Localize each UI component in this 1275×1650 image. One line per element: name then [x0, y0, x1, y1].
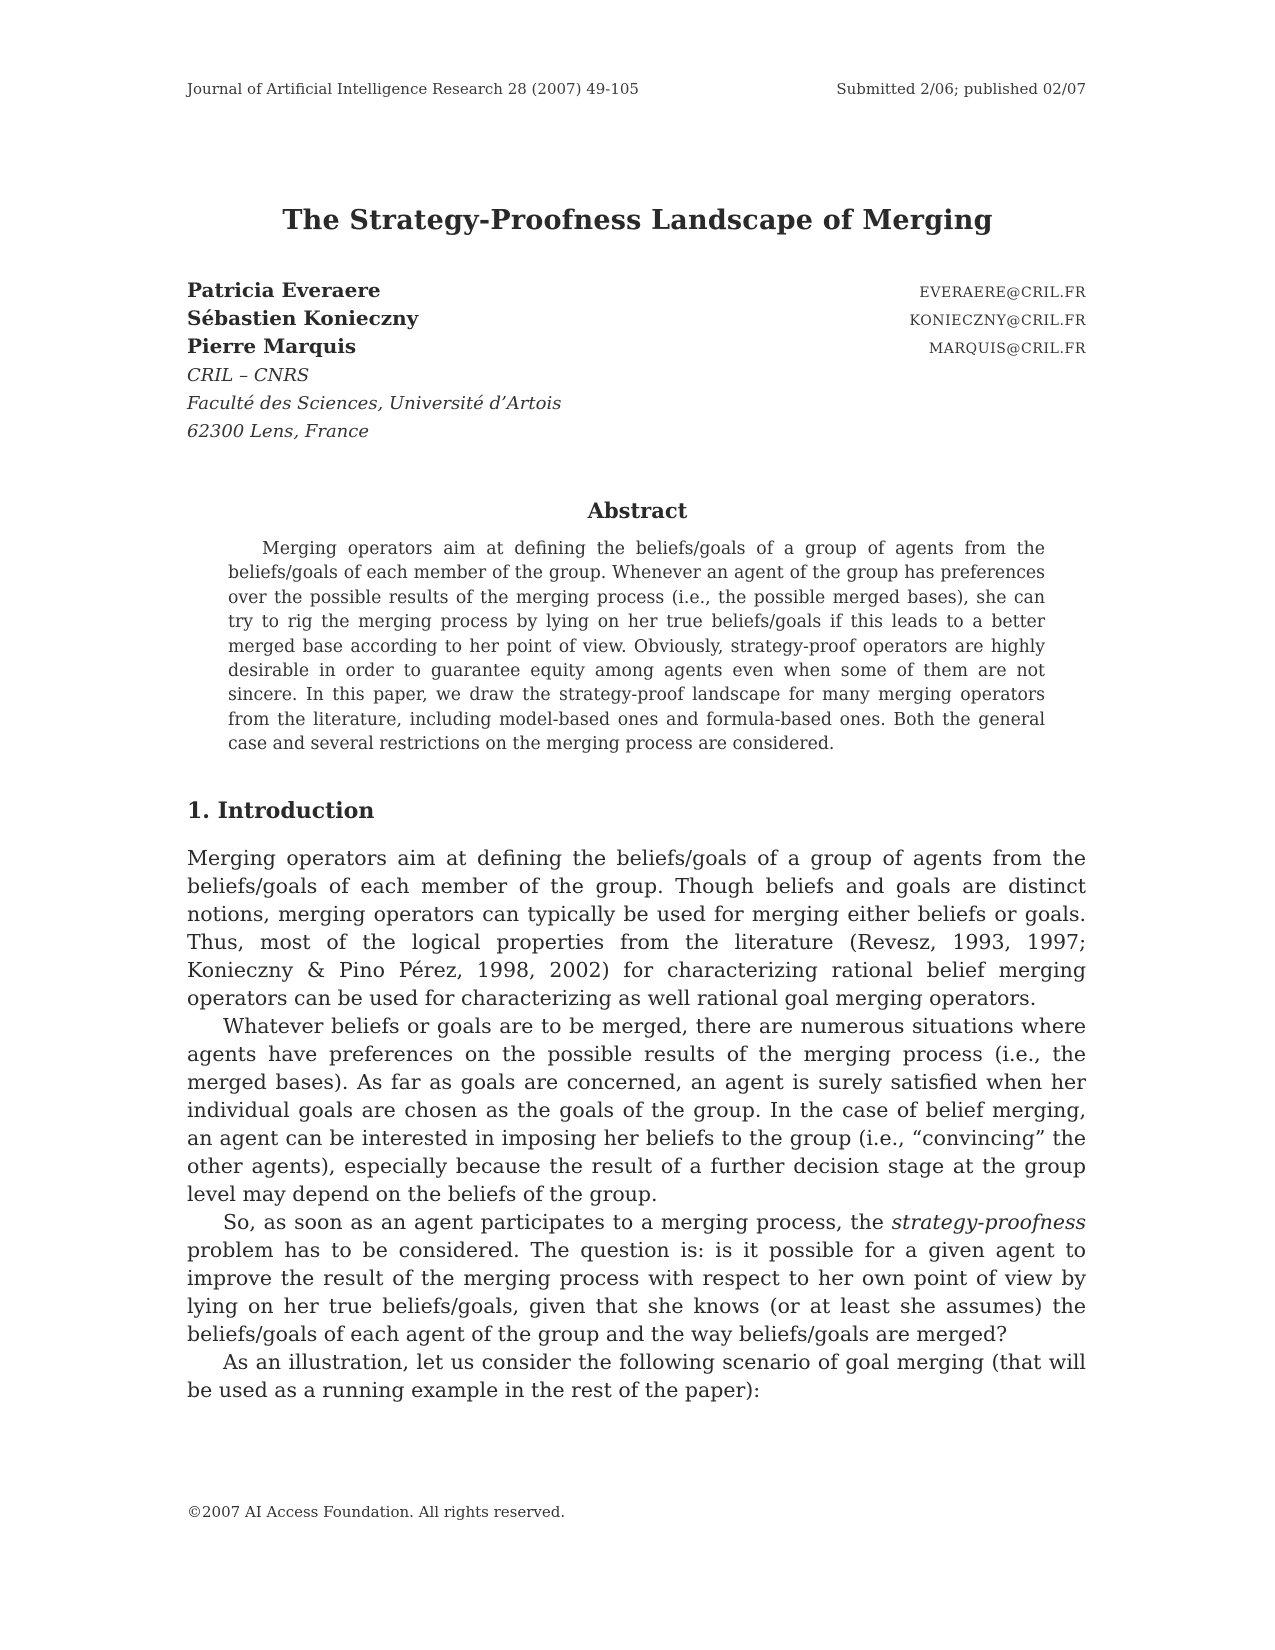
- journal-citation: Journal of Artificial Intelligence Research 28 (2007) 49-105: [187, 80, 639, 98]
- introduction-body: [187, 844, 1086, 1404]
- emphasized-term: strategy-proofness: [891, 1210, 1086, 1234]
- paragraph: [187, 1208, 1086, 1348]
- copyright-footer: ©2007 AI Access Foundation. All rights reserved.: [187, 1503, 566, 1521]
- author-email: EVERAERE@CRIL.FR: [919, 285, 1086, 301]
- section-title: Introduction: [217, 798, 375, 824]
- paper-title: The Strategy-Proofness Landscape of Merging: [282, 205, 993, 236]
- section-heading: [187, 798, 374, 824]
- author-row: [187, 334, 1086, 362]
- paragraph: Merging operators aim at defining the beliefs/goals of a group of agents from the beliefs/goals of each member of the group. Though beliefs and goals are distinct notions, merging operators can typically be used for merging either beliefs or goals. Thus, most of the logical properties from the literature (Revesz, 1993, 1997; Konieczny & Pino Pérez, 1998, 2002) for characterizing rational belief merging operators can be used for characterizing as well rational goal merging operators.: [187, 846, 1086, 1010]
- paragraph-text: So, as soon as an agent participates to a merging process, the: [223, 1210, 892, 1234]
- affiliation-institution: Faculté des Sciences, Université d’Artois: [187, 393, 562, 414]
- author-name: Pierre Marquis: [187, 334, 357, 358]
- author-name: Patricia Everaere: [187, 278, 381, 302]
- paragraph-text: problem has to be considered. The question is: is it possible for a given agent to improve the result of the merging process with respect to her own point of view by lying on her true beliefs/goals, given that she knows (or at least she assumes) the beliefs/goals of each agent of the group and the way beliefs/goals are merged?: [187, 1238, 1086, 1346]
- affiliation-lab: CRIL – CNRS: [187, 365, 310, 386]
- submission-dates: Submitted 2/06; published 02/07: [836, 80, 1086, 98]
- abstract-text: Merging operators aim at defining the beliefs/goals of a group of agents from the beliefs/goals of each member of the group. Whenever an agent of the group has preferences over the possible results of the merging process (i.e., the possible merged bases), she can try to rig the merging process by lying on her true beliefs/goals if this leads to a better merged base according to her point of view. Obviously, strategy-proof operators are highly desirable in order to guarantee equity among agents even when some of them are not sincere. In this paper, we draw the strategy-proof landscape for many merging operators from the literature, including model-based ones and formula-based ones. Both the general case and several restrictions on the merging process are considered.: [228, 539, 1045, 755]
- section-number: 1.: [187, 798, 210, 824]
- author-row: [187, 306, 1086, 334]
- author-name: Sébastien Konieczny: [187, 306, 419, 330]
- abstract-heading: Abstract: [587, 498, 688, 523]
- author-block: [187, 278, 1086, 446]
- running-header: [187, 80, 1086, 98]
- author-email: MARQUIS@CRIL.FR: [928, 341, 1086, 357]
- author-email: KONIECZNY@CRIL.FR: [909, 313, 1086, 329]
- affiliation-address: 62300 Lens, France: [187, 421, 370, 442]
- paragraph: Whatever beliefs or goals are to be merged, there are numerous situations where agents have preferences on the possible results of the merging process (i.e., the merged bases). As far as goals are concerned, an agent is surely satisfied when her individual goals are chosen as the goals of the group. In the case of belief merging, an agent can be interested in imposing her beliefs to the group (i.e., “convincing” the other agents), especially because the result of a further decision stage at the group level may depend on the beliefs of the group.: [187, 1014, 1086, 1206]
- paragraph: As an illustration, let us consider the following scenario of goal merging (that will be used as a running example in the rest of the paper):: [187, 1350, 1086, 1402]
- author-row: [187, 278, 1086, 306]
